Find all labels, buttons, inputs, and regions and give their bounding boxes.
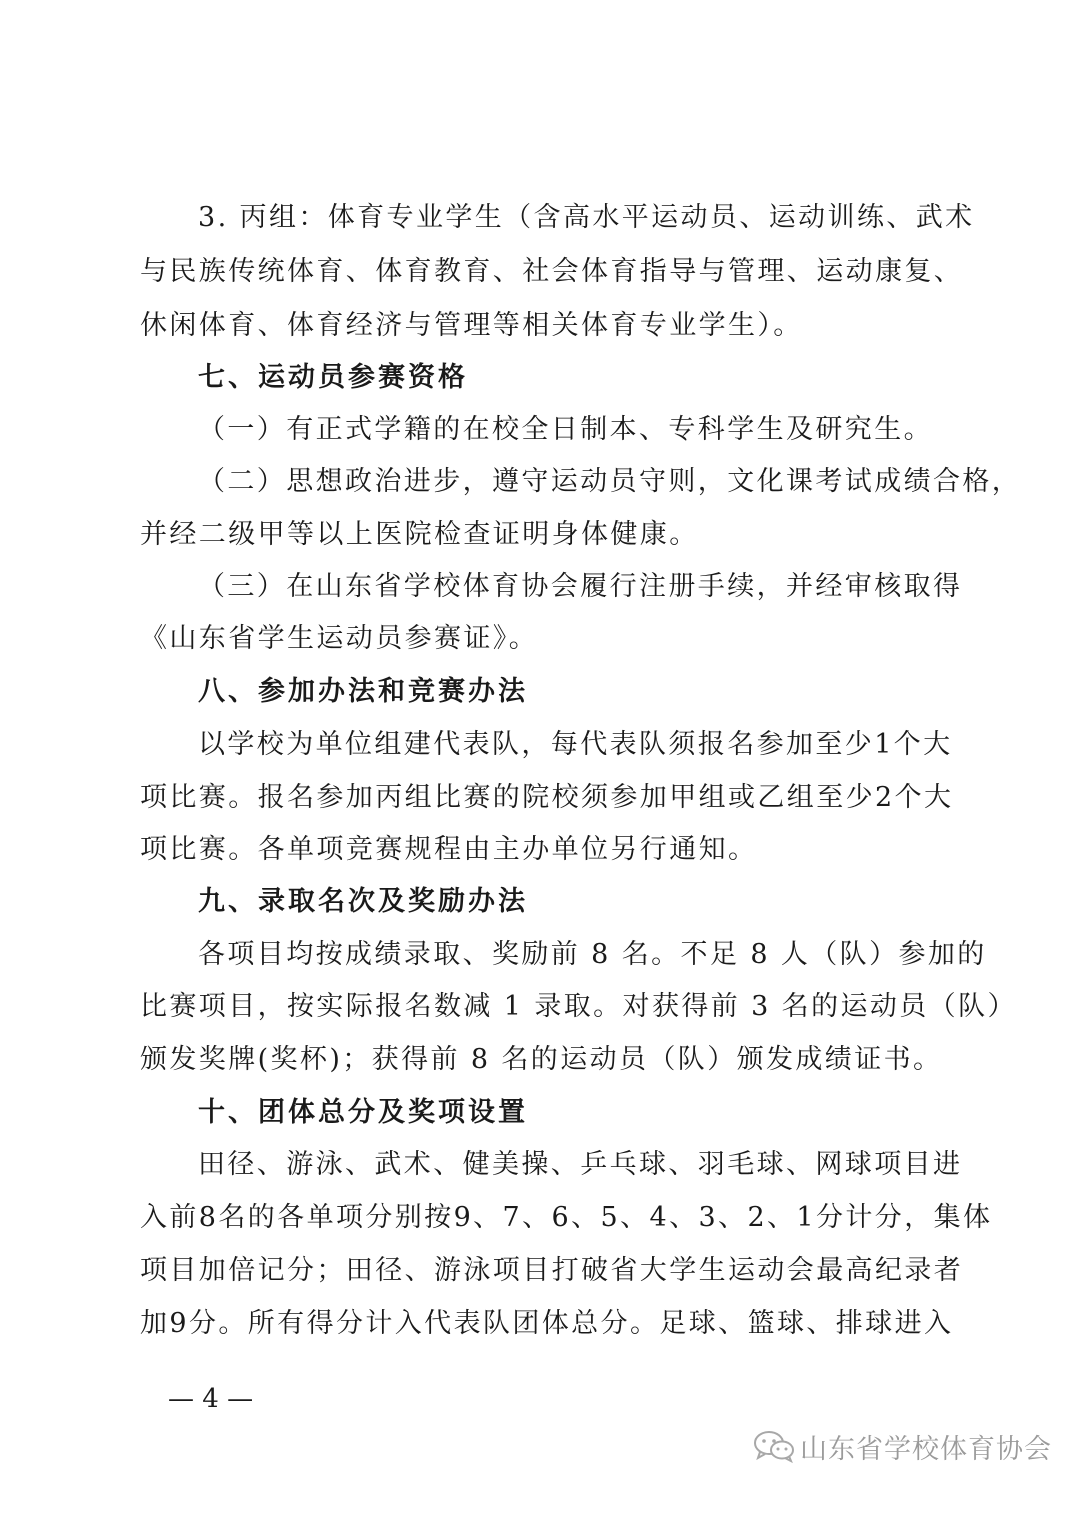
paragraph-line: 以学校为单位组建代表队，每代表队须报名参加至少1个大 xyxy=(198,729,953,760)
paragraph-line: 加9分。所有得分计入代表队团体总分。足球、篮球、排球进入 xyxy=(140,1308,954,1339)
paragraph-line: 《山东省学生运动员参赛证》。 xyxy=(140,623,539,654)
section-heading: 七、运动员参赛资格 xyxy=(198,362,468,393)
watermark-text: 山东省学校体育协会 xyxy=(800,1433,1052,1465)
paragraph-line: 各项目均按成绩录取、奖励前 8 名。不足 8 人（队）参加的 xyxy=(198,939,987,970)
page-number: — 4 — xyxy=(168,1384,254,1414)
paragraph-line: 项比赛。各单项竞赛规程由主办单位另行通知。 xyxy=(140,834,758,865)
paragraph-line: （一）有正式学籍的在校全日制本、专科学生及研究生。 xyxy=(198,414,933,445)
paragraph-line: 田径、游泳、武术、健美操、乒乓球、羽毛球、网球项目进 xyxy=(198,1149,963,1180)
watermark xyxy=(752,1426,1052,1466)
paragraph-line: 比赛项目，按实际报名数减 1 录取。对获得前 3 名的运动员（队） xyxy=(140,991,1017,1022)
paragraph-line: 休闲体育、体育经济与管理等相关体育专业学生）。 xyxy=(140,310,803,341)
paragraph-line: （二）思想政治进步，遵守运动员守则，文化课考试成绩合格， xyxy=(198,466,1022,497)
section-heading: 八、参加办法和竞赛办法 xyxy=(198,676,528,707)
wechat-icon xyxy=(752,1428,796,1464)
paragraph-line: 项比赛。报名参加丙组比赛的院校须参加甲组或乙组至少2个大 xyxy=(140,782,954,813)
section-heading: 九、录取名次及奖励办法 xyxy=(198,886,528,917)
paragraph-line: 颁发奖牌(奖杯)；获得前 8 名的运动员（队）颁发成绩证书。 xyxy=(140,1044,943,1075)
paragraph-line: （三）在山东省学校体育协会履行注册手续，并经审核取得 xyxy=(198,571,963,602)
paragraph-line: 3. 丙组：体育专业学生（含高水平运动员、运动训练、武术 xyxy=(198,202,975,233)
paragraph-line: 入前8名的各单项分别按9、7、6、5、4、3、2、1分计分，集体 xyxy=(140,1202,993,1233)
paragraph-line: 并经二级甲等以上医院检查证明身体健康。 xyxy=(140,519,699,550)
section-heading: 十、团体总分及奖项设置 xyxy=(198,1097,528,1128)
paragraph-line: 项目加倍记分；田径、游泳项目打破省大学生运动会最高纪录者 xyxy=(140,1255,964,1286)
paragraph-line: 与民族传统体育、体育教育、社会体育指导与管理、运动康复、 xyxy=(140,256,964,287)
